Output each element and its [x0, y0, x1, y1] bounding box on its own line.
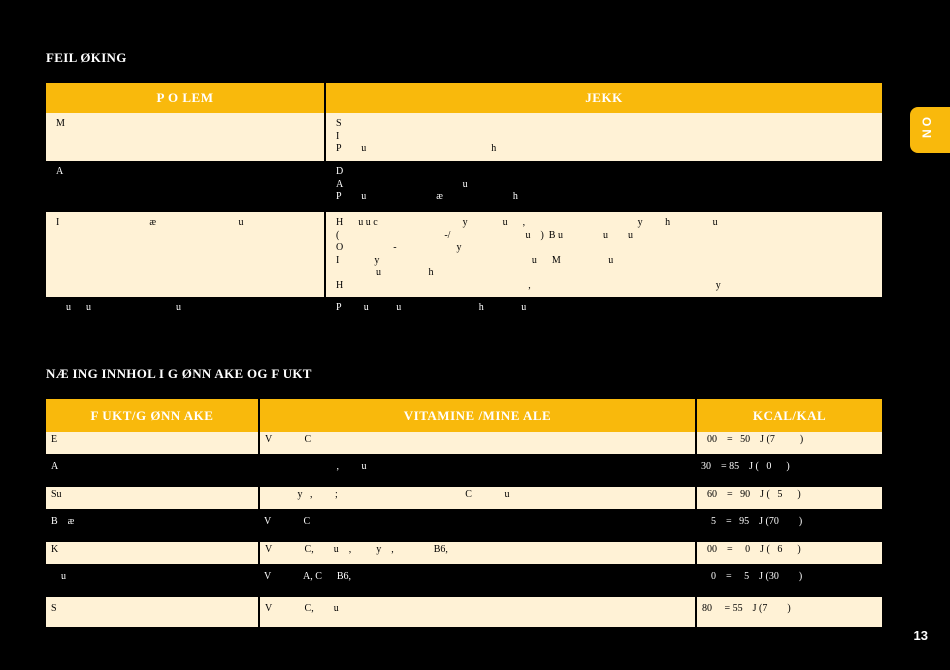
header-fruit: F UKT/G ØNN AKE	[46, 399, 259, 432]
nutrition-title: NÆ ING INNHOL I G ØNN AKE OG F UKT	[46, 366, 312, 381]
kcal-cell: 5 = 95 J (70 )	[696, 509, 882, 542]
table-row	[46, 564, 882, 597]
kcal-cell: 00 = 50 J (7 )	[696, 432, 882, 454]
vitamins-cell: V C	[259, 509, 696, 542]
fruit-cell: u	[46, 564, 259, 597]
fruit-cell: B æ	[46, 509, 259, 542]
kcal-cell: 80 = 55 J (7 )	[696, 597, 882, 627]
nutrition-table	[46, 399, 882, 627]
vitamins-cell: V C	[259, 432, 696, 454]
problem-cell: M	[46, 113, 325, 161]
fruit-cell: E	[46, 432, 259, 454]
table-row	[46, 211, 882, 297]
language-tab-label: NO	[920, 114, 934, 138]
header-problem: P O LEM	[46, 83, 325, 113]
table-row	[46, 542, 882, 564]
table-row	[46, 297, 882, 319]
header-kcal: KCAL/KAL	[696, 399, 882, 432]
fruit-cell: K	[46, 542, 259, 564]
vitamins-cell: V C, u , y , B6,	[259, 542, 696, 564]
kcal-cell: 30 = 85 J ( 0 )	[696, 454, 882, 487]
check-cell: P u u h u	[325, 297, 882, 319]
vitamins-cell: V A, C B6,	[259, 564, 696, 597]
problem-cell: I æ u	[46, 211, 325, 297]
table-row	[46, 113, 882, 161]
troubleshooting-table	[46, 83, 882, 319]
kcal-cell: 60 = 90 J ( 5 )	[696, 487, 882, 509]
table-row	[46, 597, 882, 627]
troubleshooting-title: FEIL ØKING	[46, 50, 127, 65]
vitamins-cell: , u	[259, 454, 696, 487]
check-cell: D A u P u æ h	[325, 161, 882, 211]
check-cell: H u u c y u , y h u ( -/ u ) B u u u O - y I y u M u u h H , y	[325, 211, 882, 297]
kcal-cell: 00 = 0 J ( 6 )	[696, 542, 882, 564]
fruit-cell: A	[46, 454, 259, 487]
language-tab	[910, 107, 950, 153]
vitamins-cell: V C, u	[259, 597, 696, 627]
problem-cell: u u u	[46, 297, 325, 319]
problem-cell: A	[46, 161, 325, 211]
fruit-cell: S	[46, 597, 259, 627]
fruit-cell: Su	[46, 487, 259, 509]
header-check: JEKK	[325, 83, 882, 113]
check-cell: S I P u h	[325, 113, 882, 161]
table-row	[46, 454, 882, 487]
table-row	[46, 161, 882, 211]
table-row	[46, 487, 882, 509]
vitamins-cell: y , ; C u	[259, 487, 696, 509]
page-number: 13	[913, 628, 928, 643]
kcal-cell: 0 = 5 J (30 )	[696, 564, 882, 597]
header-vitamins: VITAMINE /MINE ALE	[259, 399, 696, 432]
table-row	[46, 432, 882, 454]
table-row	[46, 509, 882, 542]
